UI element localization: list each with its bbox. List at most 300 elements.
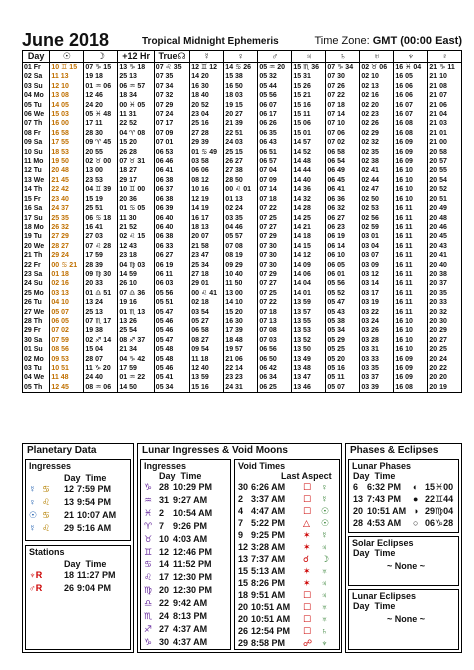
table-cell: 02 59 <box>360 223 394 232</box>
planet-ingresses-label: Ingresses <box>29 461 72 471</box>
lunar-eclipses-box <box>348 589 459 650</box>
stations-label: Stations <box>29 547 65 557</box>
lunar-phases-label: Lunar Phases <box>352 461 412 471</box>
table-cell: 24 37 <box>50 204 84 213</box>
table-cell: 08 12 <box>190 176 224 185</box>
table-cell: 22 14 <box>224 364 258 373</box>
table-cell: 19 57 <box>224 345 258 354</box>
aspect-glyph-icon: ☐ <box>303 506 312 516</box>
lunar-ingress-item <box>144 572 212 583</box>
table-cell: 21 03 <box>428 119 462 128</box>
column-header: ♀ <box>224 51 258 63</box>
table-cell: 12 19 <box>190 195 224 204</box>
void-day: 9 <box>238 530 244 540</box>
aspect-glyph-icon: ☐ <box>303 494 312 504</box>
table-cell: 16 09 <box>394 157 428 166</box>
table-cell: 24 20 <box>84 101 118 110</box>
table-cell: 07 08 <box>224 242 258 251</box>
table-cell: 16 10 <box>394 185 428 194</box>
table-cell: 26 Tu <box>23 298 50 307</box>
sign-glyph-icon: ♏ <box>144 611 153 621</box>
table-cell: 12 ♊ 12 <box>190 63 224 73</box>
table-cell: 20 48 <box>428 214 462 223</box>
sign-glyph-icon: ♒ <box>144 494 153 505</box>
col-day: Day <box>64 559 81 569</box>
table-cell: 14 Th <box>23 185 50 194</box>
table-cell: 13 48 <box>292 364 326 373</box>
table-row <box>23 195 462 204</box>
table-cell: 05 56 <box>154 289 189 298</box>
lunar-ingress-item <box>144 611 207 622</box>
table-cell: 16 11 <box>394 308 428 317</box>
table-cell: 00 ♋ 21 <box>50 261 84 270</box>
table-cell: 15 ♏ 36 <box>292 63 326 73</box>
table-cell: 20 25 <box>428 345 462 354</box>
table-cell: 05 Tu <box>23 101 50 110</box>
table-cell: 02 29 <box>360 129 394 138</box>
moon-phase-icon: ○ <box>413 518 419 528</box>
sign-glyph-icon: ♋ <box>42 510 51 520</box>
void-day: 26 <box>238 626 249 636</box>
table-cell: 05 27 <box>190 317 224 326</box>
table-cell: 06 19 <box>326 232 360 241</box>
table-cell: 05 34 <box>326 326 360 335</box>
sign-glyph-icon: ♌ <box>42 497 51 507</box>
table-cell: 02 38 <box>360 157 394 166</box>
table-cell: 06 49 <box>326 166 360 175</box>
ingress-time: 12:30 PM <box>173 572 213 583</box>
ingress-time: 4:03 AM <box>173 533 208 544</box>
table-cell: 03 Tu <box>23 364 50 373</box>
table-cell: 10 40 <box>224 270 258 279</box>
table-cell: 21 45 <box>50 176 84 185</box>
col-time: Time <box>374 471 396 481</box>
table-cell: 16 10 <box>394 336 428 345</box>
table-cell: 12 43 <box>118 242 154 251</box>
table-row <box>23 185 462 194</box>
table-cell: 13 ♑ 18 <box>118 63 154 73</box>
phase-time: 10:51 AM <box>367 506 407 516</box>
planet-glyph-icon: ♄ <box>321 626 328 636</box>
phase-position: 29♍04 <box>425 506 454 516</box>
planet-glyph-icon: ♃ <box>321 578 328 588</box>
table-cell: 06 32 <box>326 204 360 213</box>
table-cell: 05 56 <box>258 91 292 100</box>
table-cell: 17 39 <box>224 326 258 335</box>
table-row <box>23 336 462 345</box>
table-cell: 12 40 <box>190 364 224 373</box>
table-cell: 07 30 <box>258 261 292 270</box>
table-cell: 20 54 <box>428 176 462 185</box>
table-row <box>23 326 462 335</box>
table-cell: 01 13 <box>224 195 258 204</box>
aspect-glyph-icon: ☐ <box>303 482 312 492</box>
ingress-day: 29 <box>64 523 75 533</box>
table-cell: 06 50 <box>258 355 292 364</box>
ingress-day: 2 <box>159 507 165 518</box>
void-day: 20 <box>238 602 249 612</box>
table-cell: 07 25 <box>258 214 292 223</box>
table-cell: 02 53 <box>360 204 394 213</box>
table-cell: 02 41 <box>360 166 394 175</box>
table-cell: 06 41 <box>326 185 360 194</box>
table-cell: 19 15 <box>224 101 258 110</box>
table-cell: 02 47 <box>360 185 394 194</box>
table-cell: 06 51 <box>258 148 292 157</box>
ingress-time: 4:37 AM <box>173 623 208 634</box>
table-cell: 21 06 <box>428 101 462 110</box>
table-cell: 27 28 <box>190 129 224 138</box>
solar-eclipses-box <box>348 536 459 586</box>
table-cell: 19 Tu <box>23 232 50 241</box>
table-cell: 07 22 <box>258 204 292 213</box>
table-cell: 11 Mo <box>23 157 50 166</box>
table-cell: 23 23 <box>224 373 258 382</box>
void-time: 10:51 AM <box>251 614 291 624</box>
table-cell: 02 23 <box>360 110 394 119</box>
table-cell: 20 29 <box>428 326 462 335</box>
table-cell: 16 09 <box>394 373 428 382</box>
table-cell: 16 30 <box>224 317 258 326</box>
table-cell: 16 06 <box>394 82 428 91</box>
table-cell: 02 13 <box>360 82 394 91</box>
table-cell: 03 09 <box>360 261 394 270</box>
ingress-day: 14 <box>159 559 170 570</box>
table-cell: 23 53 <box>84 176 118 185</box>
table-cell: 03 13 <box>50 289 84 298</box>
table-cell: 28 07 <box>84 355 118 364</box>
tz-value: GMT (00:00 East) <box>372 35 462 47</box>
table-row <box>23 298 462 307</box>
table-cell: 07 34 <box>154 82 189 91</box>
table-cell: 21 00 <box>428 138 462 147</box>
table-cell: 13 00 <box>224 289 258 298</box>
table-cell: 02 ♌ 15 <box>118 232 154 241</box>
table-cell: 05 20 <box>326 355 360 364</box>
table-cell: 16 08 <box>394 383 428 393</box>
planet-glyph-icon: ☿ <box>321 494 328 504</box>
table-cell: 02 18 <box>190 298 224 307</box>
table-cell: 20 49 <box>428 204 462 213</box>
table-row <box>23 91 462 100</box>
ingress-time: 9:42 AM <box>173 598 208 609</box>
table-cell: 21 34 <box>118 345 154 354</box>
table-cell: 20 51 <box>428 195 462 204</box>
table-cell: 04 10 <box>50 298 84 307</box>
table-cell: 16 10 <box>394 326 428 335</box>
table-cell: 03 58 <box>190 157 224 166</box>
table-cell: 03 35 <box>360 364 394 373</box>
table-cell: 14 12 <box>292 251 326 260</box>
table-cell: 20 20 <box>428 373 462 382</box>
table-cell: 03 31 <box>360 345 394 354</box>
lunar-eclipses-label: Lunar Eclipses <box>352 591 417 601</box>
table-cell: 18 27 <box>118 166 154 175</box>
ingress-time: 9:54 PM <box>77 497 112 507</box>
table-cell: 16 50 <box>224 82 258 91</box>
table-cell: 10 ♊ 00 <box>118 185 154 194</box>
void-box <box>234 459 340 650</box>
table-cell: 14 ♋ 26 <box>224 63 258 73</box>
void-item <box>238 494 328 505</box>
table-cell: 00 ♓ 05 <box>118 101 154 110</box>
table-row <box>23 364 462 373</box>
table-cell: 03 39 <box>360 383 394 393</box>
table-cell: 20 22 <box>428 364 462 373</box>
table-cell: 16 10 <box>394 195 428 204</box>
table-cell: 02 16 <box>50 279 84 288</box>
station-day: 26 <box>64 583 75 593</box>
table-cell: 13 49 <box>292 355 326 364</box>
table-cell: 28 Th <box>23 317 50 326</box>
table-cell: 06 54 <box>326 157 360 166</box>
table-row <box>23 101 462 110</box>
table-cell: 26 28 <box>118 148 154 157</box>
ingress-time: 4:37 AM <box>173 636 208 647</box>
table-cell: 05 56 <box>326 279 360 288</box>
table-cell: 15 38 <box>224 72 258 81</box>
table-cell: 04 We <box>23 373 50 382</box>
void-day: 2 <box>238 494 244 504</box>
table-cell: 17 Su <box>23 214 50 223</box>
planet-glyph-icon: ☽ <box>321 554 330 564</box>
table-cell: 21 52 <box>118 223 154 232</box>
table-cell: 02 50 <box>360 195 394 204</box>
col-time: Time <box>85 473 107 483</box>
ingress-time: 9:26 PM <box>173 520 208 531</box>
table-cell: 06 35 <box>258 129 292 138</box>
table-cell: 07 09 <box>258 176 292 185</box>
table-cell: 08 ♒ 06 <box>84 383 118 393</box>
planet-glyph-icon: ♀ <box>321 482 328 492</box>
planet-glyph-icon: ♃ <box>321 542 328 552</box>
sign-glyph-icon: ♋ <box>144 559 153 570</box>
table-cell: 05 47 <box>154 336 189 345</box>
table-cell: 19 16 <box>118 298 154 307</box>
table-cell: 20 33 <box>84 279 118 288</box>
table-cell: 06 25 <box>258 383 292 393</box>
void-item <box>238 590 328 601</box>
table-cell: 06 19 <box>154 261 189 270</box>
table-header-row <box>23 51 462 63</box>
table-cell: 07 ♑ 15 <box>84 63 118 73</box>
table-cell: 16 11 <box>394 289 428 298</box>
table-cell: 02 ♉ 06 <box>360 63 394 73</box>
table-cell: 05 46 <box>154 364 189 373</box>
table-cell: 28 27 <box>50 242 84 251</box>
table-cell: 14 10 <box>224 298 258 307</box>
table-cell: 05 16 <box>326 364 360 373</box>
table-cell: 20 43 <box>428 242 462 251</box>
table-row <box>23 214 462 223</box>
planet-glyph-icon: ☿ <box>29 523 36 533</box>
table-cell: 04 Mo <box>23 91 50 100</box>
table-cell: 18 48 <box>224 336 258 345</box>
col-time: Time <box>374 601 396 611</box>
table-cell: 20 38 <box>428 270 462 279</box>
table-cell: 15 20 <box>118 138 154 147</box>
table-cell: 06 27 <box>326 214 360 223</box>
table-cell: 21 08 <box>428 82 462 91</box>
page-title: June 2018 <box>22 30 110 50</box>
table-cell: 07 ♉ 31 <box>118 157 154 166</box>
table-cell: 14 15 <box>292 242 326 251</box>
table-cell: 25 34 <box>190 261 224 270</box>
aspect-glyph-icon: ☐ <box>303 590 312 600</box>
table-row <box>23 383 462 393</box>
table-cell: 20 27 <box>428 336 462 345</box>
table-cell: 05 43 <box>326 308 360 317</box>
table-cell: 24 40 <box>84 373 118 382</box>
table-cell: 11 48 <box>50 373 84 382</box>
table-cell: 14 04 <box>292 279 326 288</box>
ingress-time: 5:16 AM <box>77 523 112 533</box>
table-cell: 13 57 <box>292 308 326 317</box>
table-cell: 07 09 <box>154 129 189 138</box>
column-header: ♇ <box>428 51 462 63</box>
void-time: 6:26 AM <box>251 482 286 492</box>
ingress-day: 13 <box>64 497 75 507</box>
aspect-glyph-icon: ☐ <box>303 602 312 612</box>
table-cell: 25 13 <box>84 308 118 317</box>
column-header: ☽ <box>84 51 118 63</box>
table-cell: 07 18 <box>258 308 292 317</box>
table-cell: 11 31 <box>118 110 154 119</box>
table-cell: 15 06 <box>292 119 326 128</box>
sign-glyph-icon: ♊ <box>144 546 153 557</box>
table-cell: 03 07 <box>360 251 394 260</box>
void-day: 30 <box>238 482 249 492</box>
planet-station-icon: ♂R <box>29 583 43 593</box>
table-cell: 20 52 <box>190 101 224 110</box>
table-cell: 07 13 <box>258 317 292 326</box>
table-cell: 16 11 <box>394 270 428 279</box>
table-row <box>23 157 462 166</box>
void-time: 8:58 PM <box>251 638 286 648</box>
ingress-day: 7 <box>159 520 165 531</box>
column-header: ♅ <box>360 51 394 63</box>
table-cell: 18 53 <box>50 148 84 157</box>
table-cell: 28 50 <box>224 176 258 185</box>
table-cell: 29 24 <box>50 251 84 260</box>
planet-glyph-icon: ☉ <box>321 506 330 516</box>
planet-glyph-icon: ☉ <box>321 518 330 528</box>
lunar-phases-box <box>348 459 459 533</box>
lunar-ingress-item <box>144 547 212 558</box>
column-header: ♂ <box>258 51 292 63</box>
table-cell: 20 35 <box>428 289 462 298</box>
table-cell: 14 20 <box>190 72 224 81</box>
table-row <box>23 129 462 138</box>
table-cell: 09 54 <box>190 345 224 354</box>
table-cell: 14 57 <box>292 138 326 147</box>
table-cell: 16 30 <box>190 82 224 91</box>
table-cell: 07 26 <box>326 82 360 91</box>
ingress-time: 10:29 PM <box>173 482 213 492</box>
table-cell: 19 18 <box>84 72 118 81</box>
table-cell: 06 46 <box>154 157 189 166</box>
table-cell: 07 14 <box>258 185 292 194</box>
column-header: +12 Hr <box>118 51 154 63</box>
table-cell: 01 ♋ 49 <box>190 148 224 157</box>
time-zone <box>314 35 462 47</box>
table-cell: 04 ♊ 39 <box>84 185 118 194</box>
table-cell: 07 ♏ 17 <box>84 317 118 326</box>
phase-time: 7:43 PM <box>367 494 402 504</box>
table-cell: 14 21 <box>292 223 326 232</box>
table-cell: 05 34 <box>154 383 189 393</box>
table-cell: 21 07 <box>428 91 462 100</box>
moon-phase-icon: ● <box>413 494 419 504</box>
table-cell: 14 36 <box>292 185 326 194</box>
planetary-data-title: Planetary Data <box>27 445 97 456</box>
table-cell: 16 08 <box>394 129 428 138</box>
table-cell: 20 45 <box>428 232 462 241</box>
tz-label: Time Zone: <box>314 35 370 47</box>
sign-glyph-icon: ♍ <box>144 585 153 596</box>
table-cell: 02 ♐ 14 <box>84 336 118 345</box>
ingress-time: 10:07 AM <box>77 510 117 520</box>
last-aspect-label: Last Aspect <box>281 471 332 481</box>
sign-glyph-icon: ♌ <box>144 572 153 583</box>
table-cell: 20 24 <box>428 355 462 364</box>
table-cell: 20 55 <box>84 148 118 157</box>
table-cell: 26 27 <box>224 157 258 166</box>
ingress-time: 9:27 AM <box>173 494 208 505</box>
table-cell: 22 42 <box>50 185 84 194</box>
ingress-time: 12:30 PM <box>173 585 213 596</box>
planet-glyph-icon: ☿ <box>321 530 328 540</box>
table-cell: 00 ♌ 01 <box>224 185 258 194</box>
table-cell: 02 26 <box>360 119 394 128</box>
table-cell: 07 22 <box>258 298 292 307</box>
ingress-day: 20 <box>159 585 170 596</box>
planet-glyph-icon: ☉ <box>29 510 38 520</box>
table-cell: 16 11 <box>394 279 428 288</box>
table-cell: 28 30 <box>84 129 118 138</box>
table-cell: 16 09 <box>394 138 428 147</box>
table-cell: 05 38 <box>326 317 360 326</box>
table-cell: 15 19 <box>84 195 118 204</box>
planet-ingress-item <box>29 523 111 534</box>
table-cell: 03 01 <box>360 232 394 241</box>
table-cell: 13 53 <box>292 326 326 335</box>
table-cell: 06 05 <box>326 261 360 270</box>
table-cell: 07 29 <box>258 270 292 279</box>
column-header: ☉ <box>50 51 84 63</box>
table-cell: 25 16 <box>190 119 224 128</box>
table-cell: 09 29 <box>224 261 258 270</box>
table-cell: 16 08 <box>394 119 428 128</box>
sign-glyph-icon: ♋ <box>42 484 51 494</box>
table-row <box>23 232 462 241</box>
table-cell: 28 39 <box>84 261 118 270</box>
column-header: ♃ <box>292 51 326 63</box>
table-cell: 25 54 <box>118 326 154 335</box>
table-cell: 06 05 <box>50 317 84 326</box>
void-item <box>238 506 329 517</box>
void-time: 5:22 PM <box>251 518 286 528</box>
table-row <box>23 72 462 81</box>
stations-box <box>25 545 131 650</box>
table-cell: 01 ♒ 22 <box>118 373 154 382</box>
lunar-ingress-item <box>144 495 207 506</box>
table-cell: 20 37 <box>428 279 462 288</box>
table-row <box>23 261 462 270</box>
table-cell: 05 07 <box>326 383 360 393</box>
table-cell: 18 Mo <box>23 223 50 232</box>
table-cell: 06 ♋ 18 <box>84 214 118 223</box>
